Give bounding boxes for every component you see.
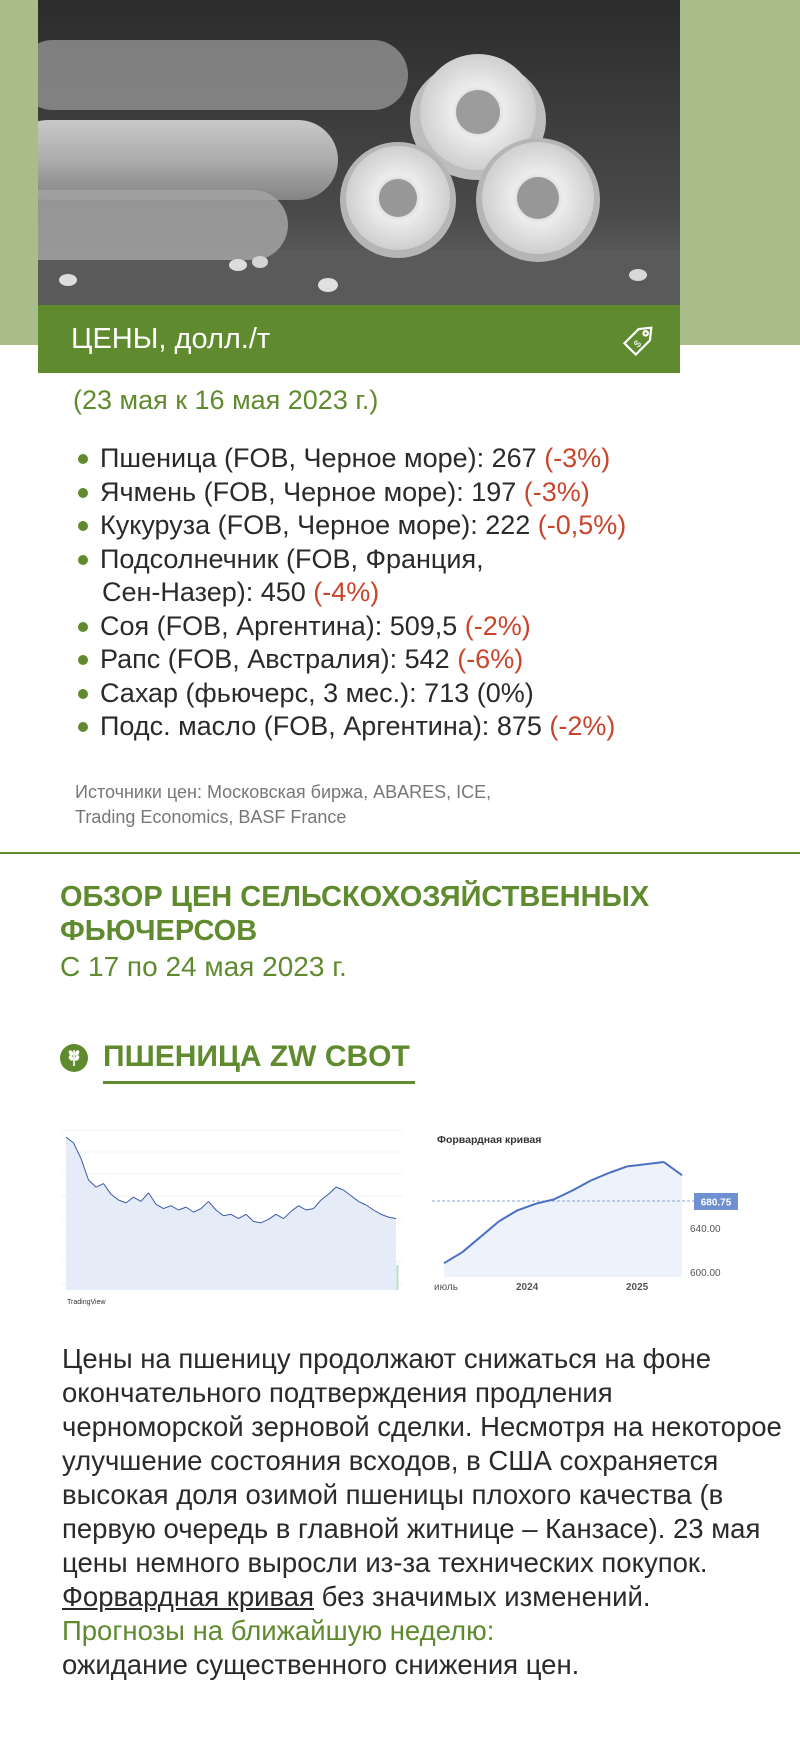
banner-title: ЦЕНЫ, долл./т (71, 323, 271, 355)
review-title-line: ФЬЮЧЕРСОВ (60, 915, 258, 947)
x-tick-label: 2024 (516, 1282, 539, 1293)
prices-subtitle: (23 мая к 16 мая 2023 г.) (73, 385, 379, 415)
list-item: Соя (FOB, Аргентина): 509,5 (-2%) (75, 610, 775, 644)
current-price-label: 680.75 (700, 1197, 732, 1209)
commentary-paragraph (62, 1580, 782, 1614)
y-tick-label: 600.00 (690, 1268, 721, 1279)
sources-line: Trading Economics, BASF France (75, 807, 347, 827)
forecast-label: Прогнозы на ближайшую неделю: (62, 1615, 495, 1646)
y-tick-label: 640.00 (690, 1224, 721, 1235)
sources-line: Источники цен: Московская биржа, ABARES, ICE, (75, 782, 492, 802)
list-item: Пшеница (FOB, Черное море): 267 (-3%) (75, 442, 775, 476)
review-date: С 17 по 24 мая 2023 г. (60, 951, 347, 982)
commentary-paragraph: Цены на пшеницу продолжают снижаться на фоне окончательного подтверждения продления черноморской зерновой сделки. Несмотря на некоторое улучшение состояния всходов, в США сохраняется высокая доля озимой пшеницы плохого качества (в первую очередь в главной житнице – Канзасе). 23 мая цены немного выросли из-за технических покупок. (62, 1343, 782, 1578)
price-chart (62, 1120, 412, 1310)
list-item: Подсолнечник (FOB, Франция, Сен-Назер): 450 (-4%) (75, 543, 775, 610)
svg-text:$: $ (632, 338, 644, 351)
forward-curve-chart (432, 1122, 772, 1312)
list-item: Ячмень (FOB, Черное море): 197 (-3%) (75, 476, 775, 510)
wheat-section-title: ПШЕНИЦА ZW CBOT (103, 1040, 410, 1073)
list-item: Сахар (фьючерс, 3 мес.): 713 (0%) (75, 677, 775, 711)
prices-banner (38, 305, 680, 373)
review-title (60, 880, 760, 948)
x-tick-label: 2025 (626, 1282, 649, 1293)
section-divider (0, 852, 800, 854)
price-tag-icon (618, 317, 662, 361)
commentary-text: без значимых изменений. (314, 1581, 651, 1612)
list-item: Кукуруза (FOB, Черное море): 222 (-0,5%) (75, 509, 775, 543)
forecast-text: ожидание существенного снижения цен. (62, 1649, 580, 1680)
list-item: Рапс (FOB, Австралия): 542 (-6%) (75, 643, 775, 677)
chart-title: Форвардная кривая (437, 1134, 542, 1146)
price-list (75, 442, 775, 744)
price-sources (75, 780, 675, 830)
forward-curve-link[interactable]: Форвардная кривая (62, 1581, 314, 1612)
list-item: Подс. масло (FOB, Аргентина): 875 (-2%) (75, 710, 775, 744)
wheat-commentary (62, 1342, 782, 1682)
corn-photo (38, 0, 680, 305)
title-underline (103, 1081, 415, 1084)
chart-watermark: TradingView (67, 1299, 106, 1306)
wheat-icon (60, 1044, 88, 1072)
review-title-line: ОБЗОР ЦЕН СЕЛЬСКОХОЗЯЙСТВЕННЫХ (60, 881, 650, 913)
x-tick-label: июль (434, 1282, 458, 1293)
